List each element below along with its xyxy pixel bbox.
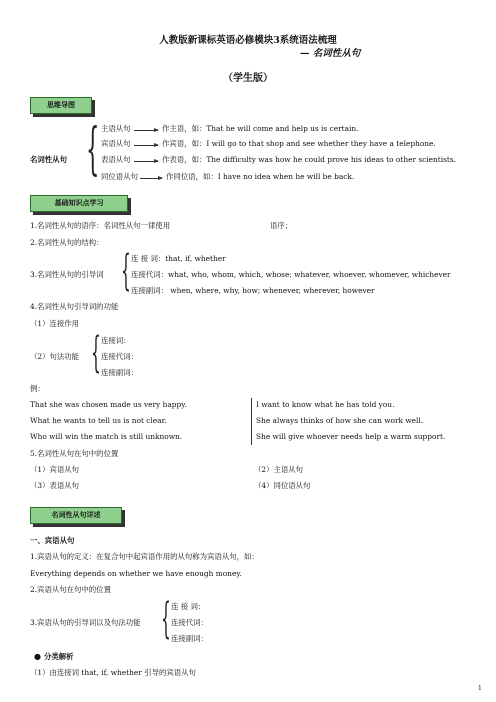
example-left: What he wants to tell us is not clear. — [30, 416, 167, 425]
mindmap-branch-name: 表语从句 — [101, 155, 131, 164]
introducer-item: 连接代词：what, who, whom, which, whose; whatever, whoever, whomever, whichever — [131, 270, 451, 279]
edition-label: （学生版） — [223, 73, 273, 84]
function-connect: （1）连接作用 — [30, 319, 80, 328]
basics-item-5: 5.名词性从句在句中的位置 — [30, 449, 119, 458]
function-brace: { — [91, 330, 101, 378]
introducer-item: 连 接 词：that, if, whether — [131, 254, 226, 263]
example-right: I want to know what he has told you. — [256, 400, 395, 409]
mindmap-banner: 思维导图 — [30, 97, 92, 114]
classify-heading: 分类解析 — [44, 652, 74, 661]
object-clause-item: 连接代词： — [171, 618, 208, 627]
function-item: 连接副词： — [101, 368, 138, 377]
object-clause-introducer-label: 3.宾语从句的引导词以及句法功能 — [30, 618, 141, 627]
detail-item-2: 2.宾语从句在句中的位置 — [30, 585, 111, 594]
function-item: 连接词： — [101, 336, 131, 345]
example-right: She will give whoever needs help a warm support. — [256, 432, 446, 441]
example-left: Who will win the match is still unknown. — [30, 432, 183, 441]
example-divider — [251, 398, 252, 445]
object-clause-item: 连接副词： — [171, 634, 208, 643]
mindmap-arrow — [140, 178, 162, 179]
example-label: 例： — [30, 384, 45, 393]
mindmap-branch-name: 主语从句 — [101, 124, 131, 133]
introducer-item: 连接副词： when, where, why, how; whenever, wherever, however — [131, 286, 375, 295]
introducer-label: 3.名词性从句的引导词 — [30, 270, 104, 279]
classify-item-1: （1）由连接词 that, if, whether 引导的宾语从句 — [30, 668, 196, 677]
mindmap-branch-desc: 作表语，如：The difficulty was how he could prove his ideas to other scientists. — [162, 155, 457, 164]
mindmap-arrow — [134, 130, 158, 131]
detail-example: Everything depends on whether we have enough money. — [30, 569, 242, 578]
position-item: （3）表语从句 — [30, 481, 80, 490]
basics-item-1-end: 语序； — [270, 221, 293, 230]
function-syntax-label: （2）句法功能 — [30, 352, 80, 361]
document-subtitle: — 名词性从句 — [300, 48, 361, 59]
mindmap-branch-desc: 作主语，如：That he will come and help us is certain. — [162, 124, 359, 133]
example-right: She always thinks of how she can work well. — [256, 416, 424, 425]
object-clause-item: 连 接 词： — [171, 602, 206, 611]
detail-banner: 名词性从句详述 — [30, 507, 122, 524]
mindmap-brace: { — [86, 116, 100, 182]
page-number: 1 — [478, 685, 482, 692]
detail-item-1: 1.宾语从句的定义：在复合句中起宾语作用的从句称为宾语从句，如： — [30, 552, 259, 561]
basics-item-4: 4.名词性从句引导词的功能 — [30, 302, 119, 311]
basics-item-1: 1.名词性从句的语序：名词性从句一律使用 — [30, 221, 171, 230]
position-item: （1）宾语从句 — [30, 465, 80, 474]
mindmap-root: 名词性从句 — [30, 155, 67, 164]
section-heading: 一、宾语从句 — [30, 536, 75, 545]
introducer-brace: { — [121, 248, 131, 296]
mindmap-branch-desc: 作宾语，如：I will go to that shop and see whether they have a telephone. — [162, 139, 436, 148]
mindmap-arrow — [134, 161, 158, 162]
mindmap-arrow — [134, 145, 158, 146]
basics-item-2: 2.名词性从句的结构： — [30, 238, 104, 247]
mindmap-branch-name: 同位语从句 — [101, 172, 138, 181]
basics-banner: 基础知识点学习 — [30, 195, 128, 212]
function-item: 连接代词： — [101, 352, 138, 361]
bullet-icon: ● — [34, 652, 41, 661]
example-left: That she was chosen made us very happy. — [30, 400, 187, 409]
document-title: 人教版新课标英语必修模块3系统语法梳理 — [159, 35, 337, 46]
position-item: （2）主语从句 — [254, 465, 304, 474]
position-item: （4）同位语从句 — [254, 481, 311, 490]
mindmap-branch-desc: 作同位语，如：I have no idea when he will be back. — [166, 172, 355, 181]
object-clause-brace: { — [161, 596, 171, 644]
mindmap-branch-name: 宾语从句 — [101, 139, 131, 148]
